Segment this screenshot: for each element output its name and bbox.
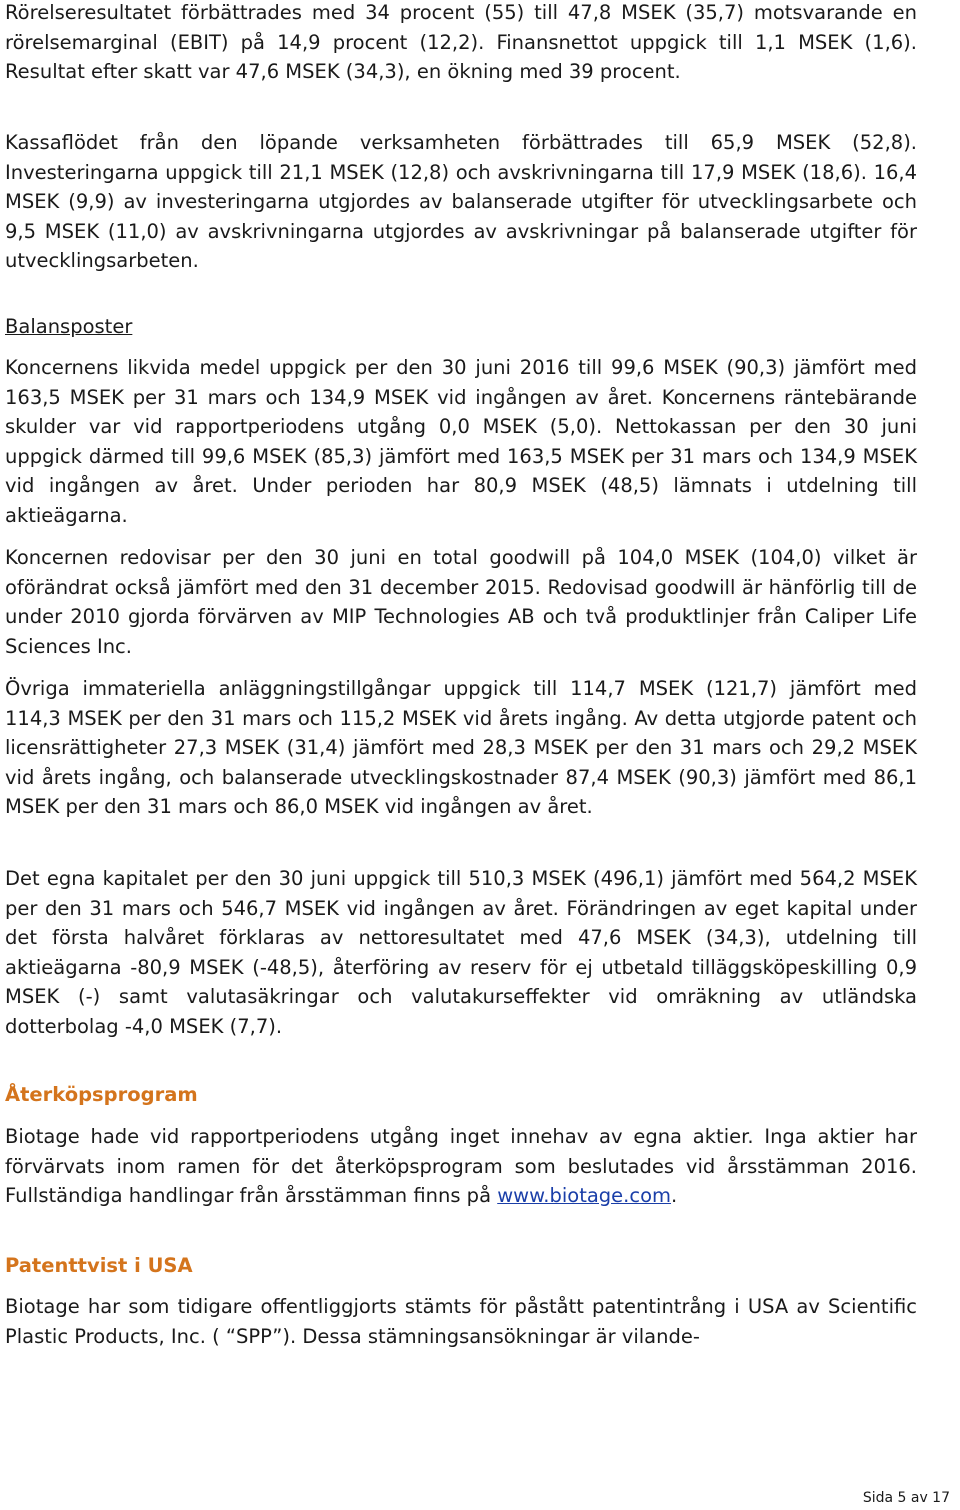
paragraph-eget-kapital: Det egna kapitalet per den 30 juni uppgick till 510,3 MSEK (496,1) jämfört med 564,2 MSEK per den 31 mars och 546,7 MSEK vid ingången av året. Förändringen av eget kapital under det första halvåret förklaras av nettoresultatet med 47,6 MSEK (34,3), utdelning till aktieägarna -80,9 MSEK (-48,5), återföring av reserv för ej utbetald tilläggsköpeskilling 0,9 MSEK (-) samt valutasäkringar och valutakurseffekter vid omräkning av utländska dotterbolag -4,0 MSEK (7,7). xyxy=(5,867,917,1038)
paragraph-rorelseresultat: Rörelseresultatet förbättrades med 34 procent (55) till 47,8 MSEK (35,7) motsvarande en rörelsemarginal (EBIT) på 14,9 procent (12,2). Finansnettot uppgick till 1,1 MSEK (1,6). Resultat efter skatt var 47,6 MSEK (34,3), en ökning med 39 procent. xyxy=(5,1,917,84)
paragraph-patenttvist: Biotage har som tidigare offentliggjorts stämts för påstått patentintrång i USA av Scientific Plastic Products, Inc. ( “SPP”). Dessa stämningsansökningar är vilande- xyxy=(5,1295,917,1348)
paragraph-aterkop xyxy=(5,1122,917,1211)
paragraph-immateriella: Övriga immateriella anläggningstillgångar uppgick till 114,7 MSEK (121,7) jämfört med 114,3 MSEK per den 31 mars och 115,2 MSEK vid årets ingång. Av detta utgjorde patent och licensrättigheter 27,3 MSEK (31,4) jämfört med 28,3 MSEK per den 31 mars och 29,2 MSEK vid årets ingång, och balanserade utvecklingskostnader 87,4 MSEK (90,3) jämfört med 86,1 MSEK per den 31 mars och 86,0 MSEK vid ingången av året. xyxy=(5,677,917,819)
paragraph-likvida-medel: Koncernens likvida medel uppgick per den 30 juni 2016 till 99,6 MSEK (90,3) jämfört med 163,5 MSEK per 31 mars och 134,9 MSEK vid ingången av året. Koncernens räntebärande skulder var vid rapportperiodens utgång 0,0 MSEK (5,0). Nettokassan per den 30 juni uppgick därmed till 99,6 MSEK (85,3) jämfört med 163,5 MSEK per 31 mars och 134,9 MSEK vid ingången av året. Under perioden har 80,9 MSEK (48,5) lämnats i utdelning till aktieägarna. xyxy=(5,356,917,527)
heading-balansposter: Balansposter xyxy=(5,315,133,338)
paragraph-aterkop-end: . xyxy=(671,1184,678,1208)
paragraph-aterkop-text: Biotage hade vid rapportperiodens utgång inget innehav av egna aktier. Inga aktier har förvärvats inom ramen för det återköpsprogram som beslutades vid årsstämman 2016. Fullständiga handlingar från årsstämman finns på xyxy=(5,1125,917,1208)
page-number: Sida 5 av 17 xyxy=(862,1490,950,1506)
heading-aterkopsprogram: Återköpsprogram xyxy=(5,1083,198,1106)
paragraph-goodwill: Koncernen redovisar per den 30 juni en total goodwill på 104,0 MSEK (104,0) vilket är oförändrat också jämfört med den 31 december 2015. Redovisad goodwill är hänförlig till de under 2010 gjorda förvärven av MIP Technologies AB och två produktlinjer från Caliper Life Sciences Inc. xyxy=(5,546,917,658)
paragraph-kassaflode: Kassaflödet från den löpande verksamheten förbättrades till 65,9 MSEK (52,8). Investeringarna uppgick till 21,1 MSEK (12,8) och avskrivningarna till 17,9 MSEK (18,6). 16,4 MSEK (9,9) av investeringarna utgjordes av balanserade utgifter för utvecklingsarbete och 9,5 MSEK (11,0) av avskrivningarna utgjordes av avskrivningar på balanserade utgifter för utvecklingsarbeten. xyxy=(5,131,917,273)
biotage-website-link[interactable]: www.biotage.com xyxy=(497,1184,672,1208)
heading-patenttvist: Patenttvist i USA xyxy=(5,1254,193,1277)
